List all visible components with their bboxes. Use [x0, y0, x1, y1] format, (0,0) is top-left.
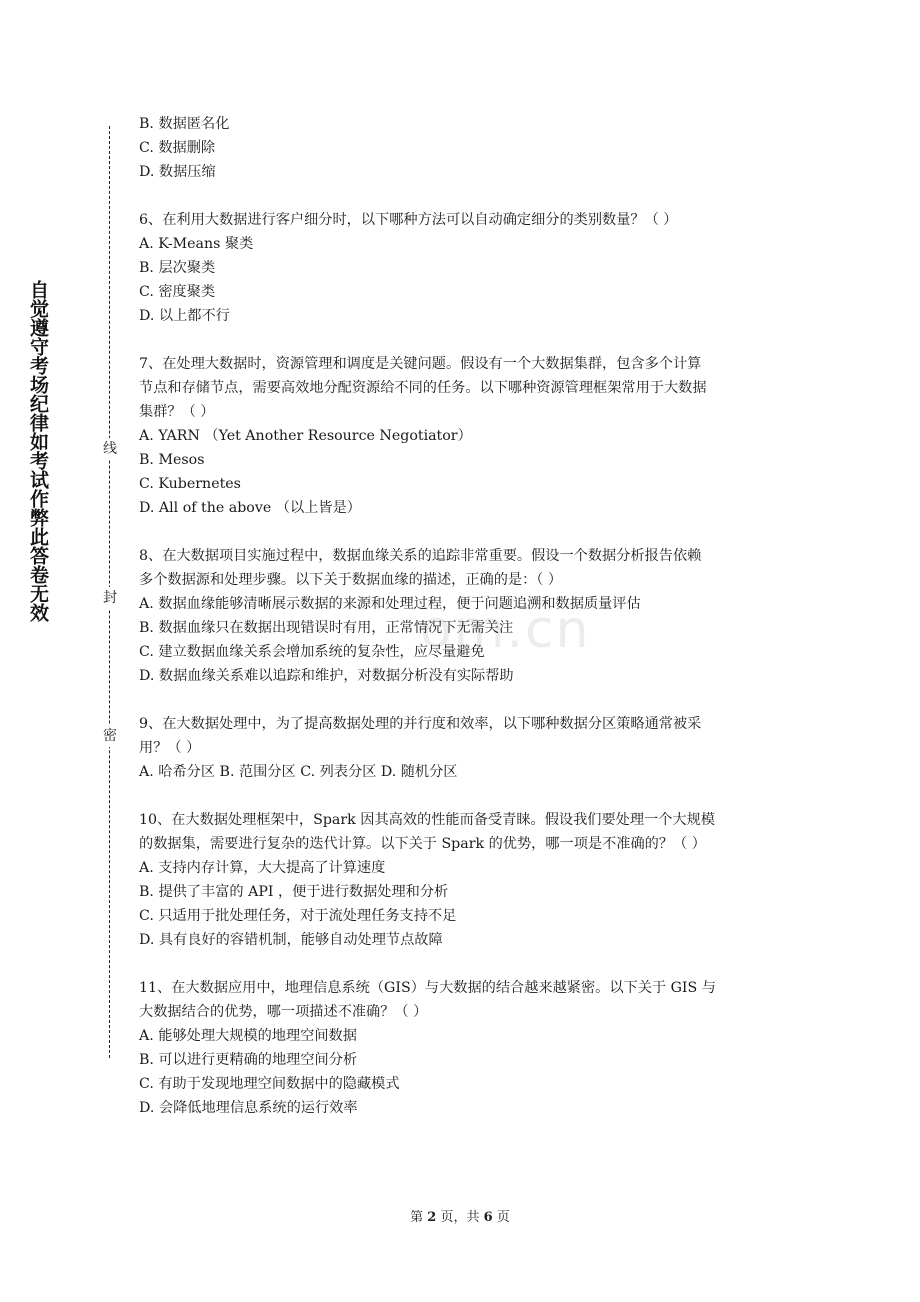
question-5-tail: [139, 112, 794, 184]
question-9: [139, 712, 794, 784]
option: A. 哈希分区 B. 范围分区 C. 列表分区 D. 随机分区: [139, 764, 458, 780]
option: C. 数据删除: [139, 140, 216, 156]
option: C. 有助于发现地理空间数据中的隐藏模式: [139, 1076, 400, 1092]
seal-label-line: 线: [102, 438, 118, 460]
option: C. 只适用于批处理任务，对于流处理任务支持不足: [139, 908, 457, 924]
question-list: [139, 112, 794, 1120]
question-10: [139, 808, 794, 952]
option: A. YARN （Yet Another Resource Negotiator）: [139, 428, 472, 444]
question-stem: 节点和存储节点，需要高效地分配资源给不同的任务。以下哪种资源管理框架常用于大数据: [139, 380, 707, 396]
option: B. Mesos: [139, 452, 205, 468]
question-stem: 9、在大数据处理中，为了提高数据处理的并行度和效率，以下哪种数据分区策略通常被采: [139, 716, 702, 732]
page-number: [0, 1206, 920, 1225]
option: B. 可以进行更精确的地理空间分析: [139, 1052, 358, 1068]
total-pages: 6: [483, 1210, 493, 1225]
option: A. 支持内存计算，大大提高了计算速度: [139, 860, 386, 876]
question-stem: 10、在大数据处理框架中，Spark 因其高效的性能而备受青睐。假设我们要处理一个大规模: [139, 812, 715, 828]
question-stem: 7、在处理大数据时，资源管理和调度是关键问题。假设有一个大数据集群，包含多个计算: [139, 356, 702, 372]
seal-label-seal: 封: [102, 587, 118, 609]
option: B. 提供了丰富的 API ，便于进行数据处理和分析: [139, 884, 449, 900]
question-stem: 大数据结合的优势，哪一项描述不准确？（ ）: [139, 1004, 428, 1020]
option: D. 会降低地理信息系统的运行效率: [139, 1100, 358, 1116]
option: B. 数据匿名化: [139, 116, 230, 132]
option: A. 能够处理大规模的地理空间数据: [139, 1028, 357, 1044]
option: D. 数据血缘关系难以追踪和维护，对数据分析没有实际帮助: [139, 668, 514, 684]
option: D. All of the above （以上皆是）: [139, 500, 361, 516]
question-7: [139, 352, 794, 520]
option: A. 数据血缘能够清晰展示数据的来源和处理过程，便于问题追溯和数据质量评估: [139, 596, 641, 612]
page-suffix: 页: [496, 1210, 510, 1225]
option: B. 层次聚类: [139, 260, 216, 276]
option: D. 数据压缩: [139, 164, 216, 180]
question-8: [139, 544, 794, 688]
exam-discipline-warning: 自觉遵守考场纪律如考试作弊此答卷无效: [27, 280, 49, 622]
question-stem: 集群？（ ）: [139, 404, 215, 420]
option: C. 密度聚类: [139, 284, 216, 300]
option: C. 建立数据血缘关系会增加系统的复杂性，应尽量避免: [139, 644, 485, 660]
question-stem: 的数据集，需要进行复杂的迭代计算。以下关于 Spark 的优势，哪一项是不准确的？（ ）: [139, 836, 706, 852]
option: D. 具有良好的容错机制，能够自动处理节点故障: [139, 932, 443, 948]
current-page: 2: [427, 1210, 437, 1225]
option: C. Kubernetes: [139, 476, 241, 492]
page-mid: 页，共: [440, 1210, 480, 1225]
question-6: [139, 208, 794, 328]
question-stem: 11、在大数据应用中，地理信息系统（GIS）与大数据的结合越来越紧密。以下关于 GIS 与: [139, 980, 716, 996]
question-stem: 8、在大数据项目实施过程中，数据血缘关系的追踪非常重要。假设一个数据分析报告依赖: [139, 548, 702, 564]
question-stem: 多个数据源和处理步骤。以下关于数据血缘的描述，正确的是：（ ）: [139, 572, 563, 588]
option: B. 数据血缘只在数据出现错误时有用，正常情况下无需关注: [139, 620, 514, 636]
question-stem: 6、在利用大数据进行客户细分时，以下哪种方法可以自动确定细分的类别数量？（ ）: [139, 212, 678, 228]
page-prefix: 第: [410, 1210, 424, 1225]
question-stem: 用？（ ）: [139, 740, 201, 756]
option: A. K-Means 聚类: [139, 236, 254, 252]
seal-label-secret: 密: [102, 725, 118, 747]
question-11: [139, 976, 794, 1120]
option: D. 以上都不行: [139, 308, 230, 324]
watermark: om.cn: [420, 600, 591, 660]
